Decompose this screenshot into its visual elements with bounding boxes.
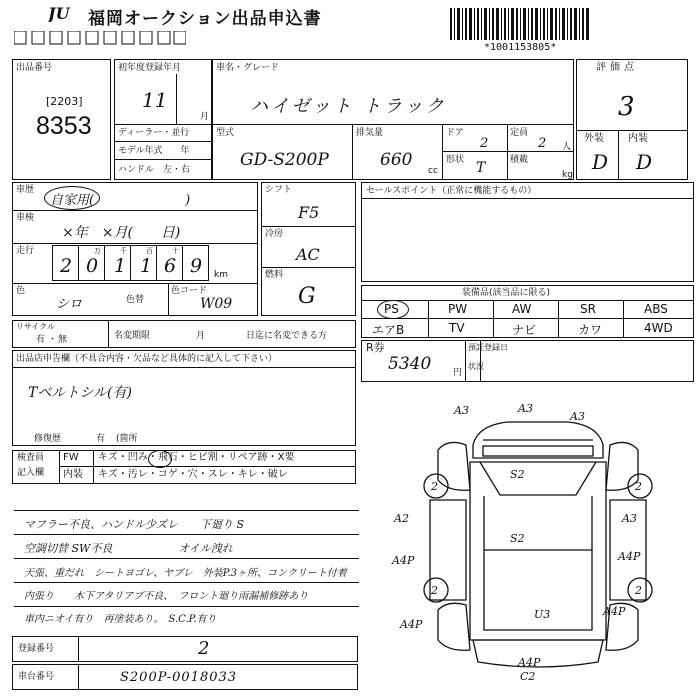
- color-change-label: 色替: [126, 295, 145, 305]
- deposit-label: 預託: [468, 343, 484, 352]
- mileage-label: 走行: [16, 246, 35, 256]
- declaration-label: 出品店申告欄（不具合内容・欠品など具体的に記入して下さい）: [16, 354, 278, 364]
- dealer-label: ディーラー・並行: [118, 128, 190, 138]
- color-div: [168, 283, 169, 316]
- repair-label: 修復歴: [34, 434, 62, 444]
- dmg-mark-4: 2: [431, 480, 438, 493]
- remark-4: 内張り 木下アタリアブ不良、 フロント廻り雨漏補修跡あり: [24, 591, 309, 602]
- first-reg-line1: [114, 124, 212, 125]
- dmg-mark-11: A4P: [618, 550, 641, 563]
- equip-airbag: エアB: [372, 323, 405, 337]
- inspection-value: ×年 ×月( 日): [62, 225, 181, 241]
- handle-label: ハンドル 左・右: [118, 165, 191, 175]
- usage-line3: [12, 283, 258, 284]
- odo-value-2: 0: [86, 255, 99, 277]
- odo-value-1: 2: [60, 255, 73, 277]
- r-ticket-unit: 円: [453, 368, 463, 378]
- doors-value: 2: [480, 136, 489, 151]
- grade-div: [618, 130, 619, 180]
- inspection-label: 車検: [16, 213, 35, 223]
- recycle-yes: 有: [36, 335, 46, 345]
- model-label: 型式: [216, 128, 235, 138]
- model-value: GD-S200P: [240, 150, 329, 170]
- lot-label: 出品番号: [16, 63, 53, 73]
- remark-5: 車内ニオイ有り 再塗装あり。 S.C.P.有り: [24, 614, 217, 625]
- sales-point-label: セールスポイント（正常に機能するもの）: [366, 186, 537, 196]
- lot-bracket: [2203]: [46, 95, 83, 108]
- remark-line1: [14, 510, 359, 511]
- usage-line1: [12, 210, 258, 211]
- car-div2: [442, 124, 443, 180]
- sales-line1: [361, 198, 694, 199]
- color-code-value: W09: [200, 296, 233, 312]
- dmg-mark-17: A4P: [518, 656, 541, 669]
- inspector-row1-key: FW: [63, 452, 79, 463]
- dmg-mark-18: C2: [520, 670, 536, 683]
- declaration-value: Tベルトシル(有): [28, 385, 132, 401]
- car-div3: [507, 124, 508, 180]
- reg-number-value: 2: [198, 638, 210, 659]
- inspector-row2-text: キズ・汚レ・コゲ・穴・スレ・キレ・破レ: [98, 469, 288, 480]
- r-div1: [465, 340, 466, 382]
- first-reg-label: 初年度登録年月: [118, 63, 182, 73]
- dmg-mark-2: A3: [518, 402, 533, 415]
- dmg-mark-7: S2: [510, 532, 525, 545]
- color-label: 色: [16, 286, 26, 296]
- grade-value: 3: [618, 92, 635, 122]
- displacement-label: 排気量: [356, 128, 384, 138]
- chassis-div: [78, 664, 79, 690]
- shift-line2: [261, 267, 356, 268]
- equip-4wd: 4WD: [644, 321, 673, 335]
- car-line1: [212, 124, 574, 125]
- int-value: D: [636, 150, 653, 174]
- dmg-mark-3: A3: [570, 410, 585, 423]
- first-reg-line2: [114, 141, 212, 142]
- equip-abs: ABS: [644, 302, 668, 316]
- reg-div: [78, 636, 79, 662]
- dmg-mark-12: 2: [431, 584, 438, 597]
- sales-point-box: [361, 182, 694, 282]
- recycle-div: [108, 320, 109, 348]
- first-reg-divider: [176, 74, 177, 124]
- dmg-mark-6: S2: [510, 468, 525, 481]
- equip-line1: [361, 300, 694, 301]
- doors-label: ドア: [446, 128, 464, 138]
- insp-div1: [59, 450, 60, 484]
- inspector-label2: 記入欄: [17, 468, 45, 478]
- odo-value-3: 1: [114, 255, 127, 277]
- r-ticket-label: R券: [366, 341, 385, 354]
- inspector-row2-key: 内装: [63, 469, 83, 480]
- dmg-mark-13: 2: [635, 584, 642, 597]
- deadline-month: 月: [196, 331, 206, 341]
- logo: [48, 4, 84, 22]
- dmg-mark-1: A3: [454, 404, 469, 417]
- dmg-mark-10: A4P: [392, 554, 415, 567]
- odo-value-6: 9: [190, 255, 203, 277]
- odo-value-5: 6: [164, 255, 177, 277]
- model-year-label: モデル年式 年: [118, 146, 190, 156]
- form-title: 福岡オークション出品申込書: [88, 9, 322, 29]
- color-code-label: 色コード: [171, 286, 208, 296]
- remark-line3: [14, 558, 359, 559]
- mileage-unit: km: [214, 270, 228, 280]
- shift-line1: [261, 226, 356, 227]
- displacement-unit: cc: [428, 166, 438, 176]
- insp-line: [59, 466, 356, 467]
- reg-number-box: [12, 636, 358, 662]
- deadline-note: 日迄に名変できる方: [246, 331, 328, 341]
- remark-line2: [14, 534, 359, 535]
- place-2: 千: [120, 247, 127, 255]
- shift-value: F5: [298, 203, 320, 222]
- inspector-circle: [148, 450, 172, 468]
- equip-ps: PS: [384, 302, 399, 316]
- ext-label: 外装: [584, 133, 604, 144]
- logo-text: JU: [48, 4, 70, 22]
- chassis-value: S200P-0018033: [120, 670, 238, 685]
- capacity-label: 定員: [510, 128, 529, 138]
- barcode-bars: [450, 8, 590, 42]
- remark-line5: [14, 606, 359, 607]
- inspector-label1: 検査員: [17, 453, 45, 463]
- equipment-label: 装備品(該当品に限る): [462, 288, 551, 298]
- color-value: シロ: [56, 297, 83, 312]
- usage-label: 車歴: [16, 185, 35, 195]
- car-diagram-svg: [388, 400, 688, 690]
- lot-number: 8353: [36, 112, 92, 140]
- odo-value-4: 1: [140, 255, 153, 277]
- load-label: 積載: [510, 155, 529, 165]
- aircon-label: 冷房: [265, 229, 284, 239]
- mileage-boxes: [52, 245, 212, 281]
- check-box-row: [14, 31, 186, 51]
- car-name-label: 車名・グレード: [216, 63, 280, 73]
- remark-line4: [14, 582, 359, 583]
- remark-2: 空調切替 SW不良 オイル洩れ: [24, 542, 233, 555]
- remark-3: 天張、重だれ シートヨゴレ、ヤブレ 外装P.3ヶ所、コンクリート付着: [24, 568, 347, 579]
- deadline-label: 名変期限: [114, 331, 151, 341]
- place-1: 万: [94, 247, 101, 255]
- usage-value: 自家用( ): [50, 193, 191, 208]
- remark-1: マフラー不良、ハンドル少ズレ 下廻り S: [24, 518, 245, 531]
- equip-sr: SR: [580, 302, 596, 316]
- equip-div3: [558, 300, 559, 338]
- equip-div1: [428, 300, 429, 338]
- reg-number-label: 登録番号: [18, 644, 55, 654]
- r-ticket-value: 5340: [388, 354, 432, 374]
- equip-leather: カワ: [578, 323, 603, 337]
- check-boxes: [14, 31, 186, 47]
- first-reg-month-unit: 月: [200, 112, 210, 122]
- capacity-unit: 人: [562, 142, 572, 152]
- car-diagram: [388, 400, 688, 690]
- r-div2: [480, 340, 481, 382]
- status-label: 状況: [468, 362, 484, 371]
- fuel-value: G: [298, 284, 316, 309]
- inspector-row1-text: キズ・凹み・飛石・ヒビ割・リペア跡・X要: [98, 452, 295, 463]
- recycle-label: リサイクル: [16, 322, 55, 331]
- ext-value: D: [592, 150, 609, 174]
- fuel-label: 燃料: [265, 270, 284, 280]
- shift-label: シフト: [265, 185, 293, 195]
- reg-date-label: 登録日: [484, 343, 508, 352]
- dmg-mark-14: A4P: [603, 605, 626, 618]
- int-label: 内装: [628, 133, 648, 144]
- usage-line2: [12, 243, 258, 244]
- barcode: [450, 8, 590, 42]
- repair-place: (箇所: [116, 434, 138, 444]
- recycle-dot: ・: [48, 335, 58, 345]
- equip-aw: AW: [512, 302, 532, 316]
- grade-label: 評価点: [596, 62, 638, 73]
- first-reg-box: [114, 59, 212, 180]
- first-reg-month: 11: [142, 88, 168, 112]
- aircon-value: AC: [296, 245, 320, 264]
- repair-yes: 有: [96, 434, 106, 444]
- recycle-no: 無: [58, 335, 68, 345]
- car-name-value: ハイゼット トラック: [250, 96, 447, 117]
- shape-value: T: [476, 160, 486, 176]
- dmg-mark-16: A4P: [400, 618, 423, 631]
- displacement-value: 660: [380, 150, 413, 170]
- insp-div2: [93, 450, 94, 484]
- first-reg-line3: [114, 159, 212, 160]
- shape-label: 形状: [446, 155, 465, 165]
- capacity-value: 2: [538, 136, 547, 151]
- equip-div4: [623, 300, 624, 338]
- place-3: 百: [146, 247, 153, 255]
- chassis-label: 車台番号: [18, 672, 55, 682]
- decl-line1: [12, 367, 356, 368]
- equip-tv: TV: [449, 321, 465, 335]
- equip-navi: ナビ: [512, 323, 537, 337]
- equip-pw: PW: [448, 302, 468, 316]
- car-line2: [442, 151, 574, 152]
- dmg-mark-9: A3: [622, 512, 637, 525]
- load-unit: kg: [562, 170, 573, 180]
- car-div1: [352, 124, 353, 180]
- remarks-area: [14, 488, 386, 628]
- logo-mark: [48, 4, 84, 22]
- barcode-text: *1001153805*: [484, 42, 557, 53]
- dmg-mark-15: U3: [534, 608, 551, 621]
- dmg-mark-5: 2: [635, 480, 642, 493]
- equip-div2: [493, 300, 494, 338]
- place-4: 十: [172, 247, 179, 255]
- equip-line2: [361, 318, 694, 319]
- grade-line: [576, 130, 688, 131]
- dmg-mark-8: A2: [394, 512, 409, 525]
